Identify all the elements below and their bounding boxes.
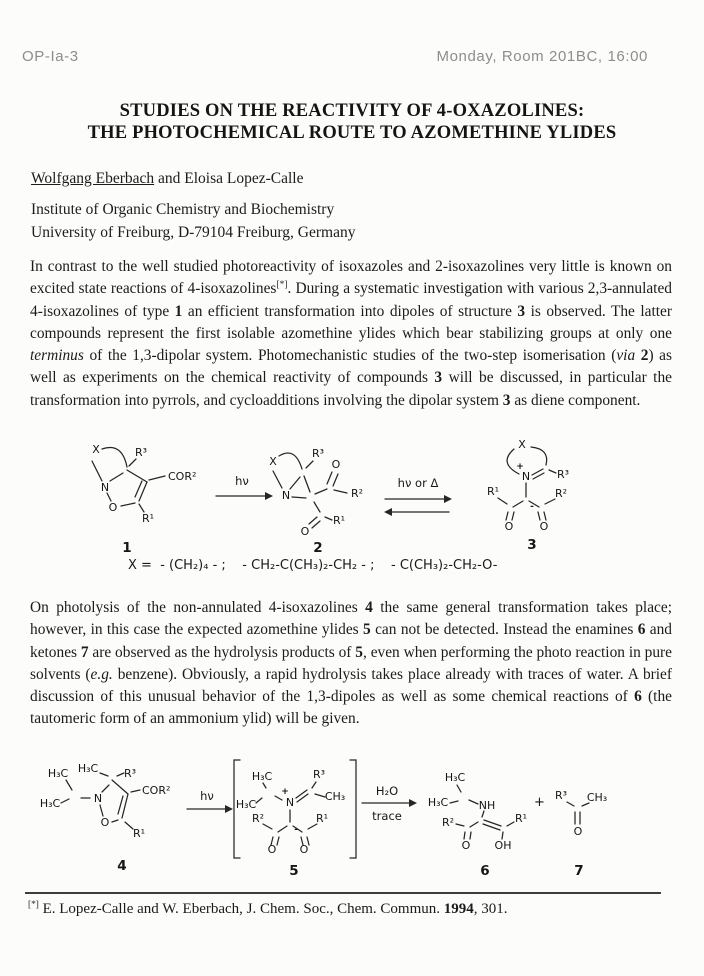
substituent-label-r2: R² <box>441 816 455 829</box>
page-title-line-1: STUDIES ON THE REACTIVITY OF 4-OXAZOLINES: <box>119 101 585 121</box>
negative-charge: - <box>294 825 298 835</box>
substituent-label-r1: R¹ <box>315 812 329 825</box>
substituent-label-r2: R² <box>350 487 364 500</box>
compound-number-2: 2 <box>313 540 323 556</box>
methyl-label-b: H₃C <box>427 796 449 809</box>
atom-label-o: O <box>461 839 471 852</box>
affiliation <box>31 198 355 244</box>
reaction-arrow-2 <box>185 788 235 816</box>
page-title-line-2: THE PHOTOCHEMICAL ROUTE TO AZOMETHINE YLIDES <box>87 123 617 143</box>
negative-charge: - <box>530 502 534 512</box>
compound-number-4: 4 <box>117 858 127 874</box>
atom-label-x: X <box>92 443 100 456</box>
x-substituent-definition: X = - (CH₂)₄ - ; - CH₂-C(CH₃)₂-CH₂ - ; - C(CH₃)₂-CH₂-O- <box>128 558 498 573</box>
structure-7-bonds <box>567 802 589 824</box>
atom-label-o-right: O <box>539 520 549 533</box>
affiliation-line-2: University of Freiburg, D-79104 Freiburg, Germany <box>31 224 356 241</box>
methyl-label-b: H₃C <box>235 798 257 811</box>
atom-label-n: N <box>285 796 295 809</box>
substituent-label-r1: R¹ <box>514 812 528 825</box>
substituent-label-r3: R³ <box>311 447 325 460</box>
structure-4-drawing <box>30 758 195 878</box>
substituent-label-r3: R³ <box>554 789 568 802</box>
substituent-label-cor2: COR² <box>142 784 171 797</box>
compound-number-5: 5 <box>289 863 299 879</box>
amine-label-nh: NH <box>478 799 496 812</box>
compound-number-7: 7 <box>574 863 584 879</box>
structure-6-drawing <box>425 758 545 878</box>
arrow-label-hv-or-delta: hν or Δ <box>397 476 439 490</box>
affiliation-line-1: Institute of Organic Chemistry and Biochemistry <box>31 201 335 218</box>
structure-7-drawing <box>545 766 625 880</box>
session-schedule: Monday, Room 201BC, 16:00 <box>436 48 648 65</box>
reaction-arrow-3 <box>360 782 418 826</box>
equilibrium-arrow <box>381 474 455 520</box>
compound-number-1: 1 <box>122 540 132 556</box>
page-title <box>0 100 704 144</box>
methyl-label-a: H₃C <box>251 770 273 783</box>
arrow-label-h2o: H₂O <box>375 784 399 798</box>
substituent-label-r1: R¹ <box>486 485 500 498</box>
atom-label-o: O <box>573 825 583 838</box>
atom-label-o-left: O <box>504 520 514 533</box>
methyl-label-c: H₃C <box>39 797 61 810</box>
substituent-label-r1: R¹ <box>132 827 146 840</box>
methyl-label-a: H₃C <box>47 767 69 780</box>
substituent-label-r2: R² <box>251 812 265 825</box>
substituent-label-r1: R¹ <box>332 514 346 527</box>
methyl-label-b: H₃C <box>77 762 99 775</box>
structure-3-bonds <box>498 447 556 520</box>
methyl-label-a: H₃C <box>444 771 466 784</box>
substituent-label-r3: R³ <box>134 446 148 459</box>
abstract-paragraph-1: In contrast to the well studied photoreactivity of isoxazoles and 2-isoxazolines very little is known on excited state reactions of 4-isoxazolines[*]. During a systematic investigation with various 2,3-annulated 4-isoxazolines of type 1 an efficient transformation into dipoles of structure 3 is observed. The latter compounds represent the first isolable azomethine ylides which bear stabilizing groups at only one terminus of the 1,3-dipolar system. Photomechanistic studies of the two-step isomerisation (via 2) as well as experiments on the chemical reactivity of compounds 3 will be discussed, in particular the transformation into pyrrols, and cycloadditions involving the dipolar system 3 as diene component. <box>30 258 672 409</box>
arrow-label-trace: trace <box>372 809 402 823</box>
substituent-label-r2: R² <box>554 487 568 500</box>
positive-charge: + <box>516 462 524 472</box>
hydroxyl-label-oh: OH <box>494 839 512 852</box>
atom-label-o-top: O <box>331 458 341 471</box>
atom-label-o-left: O <box>267 843 277 856</box>
substituent-label-r3: R³ <box>556 468 570 481</box>
substituent-label-cor2: COR² <box>168 470 197 483</box>
atom-label-x: X <box>269 455 277 468</box>
footnote-reference: [*] E. Lopez-Calle and W. Eberbach, J. Chem. Soc., Chem. Commun. 1994, 301. <box>28 900 508 917</box>
session-code: OP-Ia-3 <box>22 48 79 65</box>
structure-6-bonds <box>450 785 514 839</box>
footnote-divider <box>25 892 661 894</box>
arrow-label-hv: hν <box>235 474 249 488</box>
substituent-label-r3: R³ <box>312 768 326 781</box>
abstract-paragraph-2: On photolysis of the non-annulated 4-isoxazolines 4 the same general transformation takes place; however, in this case the expected azomethine ylides 5 can not be detected. Instead the enamines 6 and ketones 7 are observed as the hydrolysis products of 5, even when performing the photo reaction in pure solvents (e.g. benzene). Obviously, a rapid hydrolysis takes place already with traces of water. A brief discussion of this unusual behavior of the 1,3-dipoles as well as some chemical reactions of 6 (the tautomeric form of an ammonium ylid) will be given. <box>30 599 673 728</box>
structure-1-drawing <box>75 440 225 560</box>
positive-charge: + <box>281 787 289 797</box>
methyl-label: CH₃ <box>586 791 608 804</box>
substituent-label-r1: R¹ <box>141 512 155 525</box>
atom-label-o: O <box>108 501 118 514</box>
arrow-label-hv: hν <box>200 789 214 803</box>
structure-3-drawing <box>470 437 600 557</box>
atom-label-x: X <box>518 438 526 451</box>
atom-label-n: N <box>100 481 110 494</box>
atom-label-o-bottom: O <box>300 525 310 538</box>
compound-number-3: 3 <box>527 537 537 553</box>
authors-line: Wolfgang Eberbach and Eloisa Lopez-Calle <box>31 170 304 187</box>
atom-label-n: N <box>521 470 531 483</box>
substituent-label-r3: R³ <box>123 767 137 780</box>
page-header <box>22 48 648 65</box>
structure-1-bonds <box>92 447 165 512</box>
plus-sign: + <box>534 795 545 810</box>
atom-label-n: N <box>93 792 103 805</box>
atom-label-o: O <box>100 816 110 829</box>
methyl-label-c: CH₃ <box>324 790 346 803</box>
structure-2-drawing <box>258 440 378 560</box>
structure-5-bonds <box>256 782 325 845</box>
atom-label-n: N <box>281 489 291 502</box>
atom-label-o-right: O <box>299 843 309 856</box>
structure-5-drawing <box>230 756 360 880</box>
compound-number-6: 6 <box>480 863 490 879</box>
